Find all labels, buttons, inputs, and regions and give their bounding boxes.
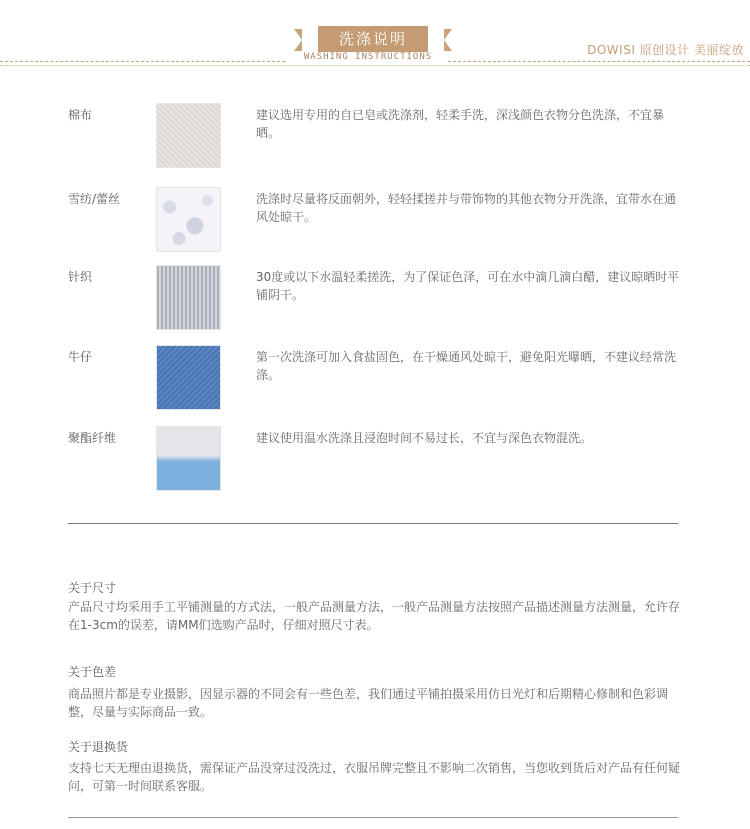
fabric-description: 建议选用专用的自已皂或洗涤剂，轻柔手洗，深浅颜色衣物分色洗涤，不宜暴晒。: [256, 108, 665, 140]
fabric-name: 针织: [68, 270, 93, 284]
ribbon-tail-right: [444, 29, 452, 51]
brand-slogan: DOWISI 原创设计 美丽绽放: [587, 43, 744, 57]
fabric-row-cotton: [68, 106, 688, 170]
info-title-color: 关于色差: [68, 665, 117, 679]
fabric-description: 建议使用温水洗涤且浸泡时间不易过长，不宜与深色衣物混洗。: [256, 431, 593, 445]
fabric-row-denim: [68, 348, 688, 412]
header-divider-right: [448, 61, 750, 62]
fabric-name: 棉布: [68, 108, 93, 122]
fabric-row-knit: [68, 268, 688, 332]
fabric-description: 第一次洗涤可加入食盐固色，在干燥通风处晾干，避免阳光曝晒，不建议经常洗涤。: [256, 350, 677, 382]
page-header: [0, 0, 750, 70]
section-divider: [68, 523, 678, 524]
cotton-swatch: [156, 103, 221, 168]
ribbon-tail-left: [294, 29, 302, 51]
fabric-name: 聚酯纤维: [68, 431, 117, 445]
fabric-description: 洗涤时尽量将反面朝外，轻轻揉搓并与带饰物的其他衣物分开洗涤，宜带水在通风处晾干。: [256, 192, 677, 224]
footer-divider: [68, 817, 678, 818]
info-body-color: 商品照片都是专业摄影，因显示器的不同会有一些色差，我们通过平铺拍摄采用仿日光灯和后期精心修制和色彩调整，尽量与实际商品一致。: [68, 687, 669, 719]
section-subtitle: WASHING INSTRUCTIONS: [288, 52, 448, 62]
fabric-description: 30度或以下水温轻柔搓洗，为了保证色泽，可在水中滴几滴白醋，建议晾晒时平铺阴干。: [256, 270, 680, 302]
info-title-size: 关于尺寸: [68, 581, 117, 595]
fabric-row-lace: [68, 190, 688, 254]
info-body-size: 产品尺寸均采用手工平铺测量的方式法，一般产品测量方法，一般产品测量方法按照产品描述测量方法测量，允许存在1-3cm的误差，请MM们选购产品时，仔细对照尺寸表。: [68, 600, 681, 632]
fabric-name: 牛仔: [68, 350, 93, 364]
info-title-returns: 关于退换货: [68, 740, 129, 754]
denim-swatch: [156, 345, 221, 410]
info-body-returns: 支持七天无理由退换货，需保证产品没穿过没洗过，衣服吊牌完整且不影响二次销售，当您收到货后对产品有任何疑问，可第一时间联系客服。: [68, 761, 681, 793]
header-divider-dotted: [0, 65, 750, 66]
lace-swatch: [156, 187, 221, 252]
knit-swatch: [156, 265, 221, 330]
polyester-swatch: [156, 426, 221, 491]
fabric-row-polyester: [68, 429, 688, 493]
title-ribbon: [298, 26, 448, 52]
section-title: 洗涤说明: [318, 26, 428, 52]
fabric-name: 雪纺/蕾丝: [68, 192, 121, 206]
header-divider-left: [0, 61, 285, 62]
